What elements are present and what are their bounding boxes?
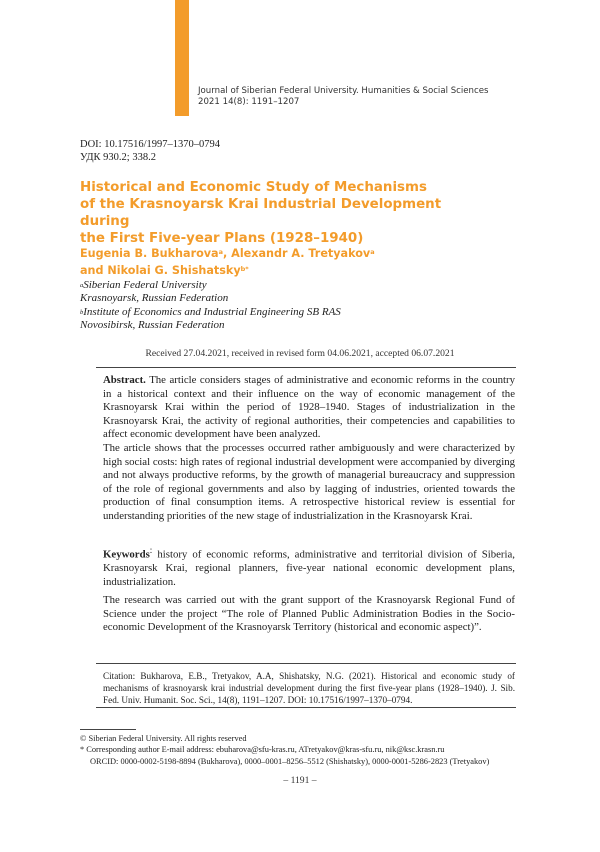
abstract-paragraph	[103, 374, 515, 442]
affiliation-a	[80, 279, 341, 292]
article-meta	[80, 138, 220, 164]
title-line: of the Krasnoyarsk Krai Industrial Development during	[80, 197, 442, 229]
footnotes	[80, 733, 489, 767]
affil-org: Siberian Federal University	[83, 279, 207, 291]
footnote-rule	[80, 729, 136, 730]
affil-mark: a	[80, 282, 84, 289]
keywords	[103, 544, 515, 589]
received-dates: Received 27.04.2021, received in revised form 04.06.2021, accepted 06.07.2021	[145, 348, 455, 359]
citation: Citation: Bukharova, E.B., Tretyakov, A.A, Shishatsky, N.G. (2021). Historical and economic study of mechanisms of krasnoyarsk krai industrial development during the first five-year plans (1928–1940). J. Sib. Fed. Univ. Humanit. Soc. Sci., 14(8), 1191–1207. DOI: 10.17516/1997–1370–0794.	[103, 671, 515, 706]
keywords-colon: :	[149, 545, 153, 555]
affil-city: Novosibirsk, Russian Federation	[80, 319, 225, 332]
abstract-label: Abstract.	[103, 374, 146, 386]
abstract-text: The article considers stages of administrative and economic reforms in the country in a historical context and their influence on the way of economic management of the Krasnoyarsk Krai within the period of 1928–1940. Stages of industrialization in the Krasnoyarsk Krai, the activity of regional authorities, their competencies and capabilities to affect economic development have been analyzed.	[103, 374, 515, 441]
citation-bottom-rule	[96, 707, 516, 708]
affil-mark: b	[80, 308, 84, 316]
abstract	[103, 374, 515, 524]
page-number: – 1191 –	[283, 775, 317, 786]
affil-city: Krasnoyarsk, Russian Federation	[80, 292, 229, 305]
author-affil-mark: b*	[240, 265, 249, 273]
keywords-text: history of economic reforms, administrative and territorial division of Siberia, Krasnoyarsk Krai, regional planners, five-year national economic development plans, industrialization.	[103, 548, 515, 588]
affil-org: Institute of Economics and Industrial Engineering SB RAS	[83, 305, 341, 318]
affiliation-b	[80, 306, 341, 319]
author-name: and Nikolai G. Shishatsky	[80, 264, 241, 277]
accent-bar	[175, 0, 189, 116]
doi: DOI: 10.17516/1997–1370–0794	[80, 139, 220, 150]
title-line: the First Five-year Plans (1928–1940)	[80, 231, 364, 246]
keywords-label: Keywords	[103, 548, 150, 561]
citation-top-rule	[96, 663, 516, 664]
title-line: Historical and Economic Study of Mechanisms	[80, 180, 427, 195]
orcid: ORCID: 0000-0002-5198-8894 (Bukharova), 0000–0001–8256–5512 (Shishatsky), 0000-0001-5286-2823 (Tretyakov)	[90, 756, 490, 766]
authors-line	[80, 262, 400, 279]
author-name: Eugenia B. Bukharova	[80, 247, 219, 260]
journal-issue: 2021 14(8): 1191–1207	[198, 97, 300, 107]
udk: УДК 930.2; 338.2	[80, 152, 156, 163]
abstract-paragraph: The article shows that the processes occurred rather ambiguously and were characterized by high social costs: high rates of regional industrial development were accompanied by diverging and not always productive reforms, by the growth of managerial bureaucracy and suppression of the role of regional governments and also by lagging of industries, oriented towards the production of final consumption items. A retrospective historical review is essential for understanding priorities of the new stage of industrialization in the Krasnoyarsk Krai.	[103, 441, 515, 522]
abstract-top-rule	[96, 367, 516, 368]
journal-name: Journal of Siberian Federal University. Humanities & Social Sciences	[198, 86, 489, 96]
journal-header	[198, 86, 489, 108]
copyright: © Siberian Federal University. All rights reserved	[80, 734, 247, 743]
author-affil-mark: a	[218, 248, 223, 256]
author-affil-mark: a	[370, 248, 375, 256]
corresponding-author: * Corresponding author E-mail address: ebuharova@sfu-kras.ru, ATretyakov@kras-sfu.ru, nik@ksc.krasn.ru	[80, 745, 445, 755]
authors-line: Eugenia B. Bukharova$^a$, Alexandr A. Tretyakov$^a$	[80, 247, 375, 260]
article-title	[80, 179, 480, 247]
author-name: Alexandr A. Tretyakov	[231, 247, 371, 260]
affiliations	[80, 279, 341, 333]
grant-acknowledgement: The research was carried out with the grant support of the Krasnoyarsk Regional Fund of Science under the project “The role of Planned Public Administration Bodies in the Socio-economic Development of the Krasnoyarsk Territory (historical and economic aspect)”.	[103, 594, 515, 634]
author-list	[80, 245, 400, 279]
